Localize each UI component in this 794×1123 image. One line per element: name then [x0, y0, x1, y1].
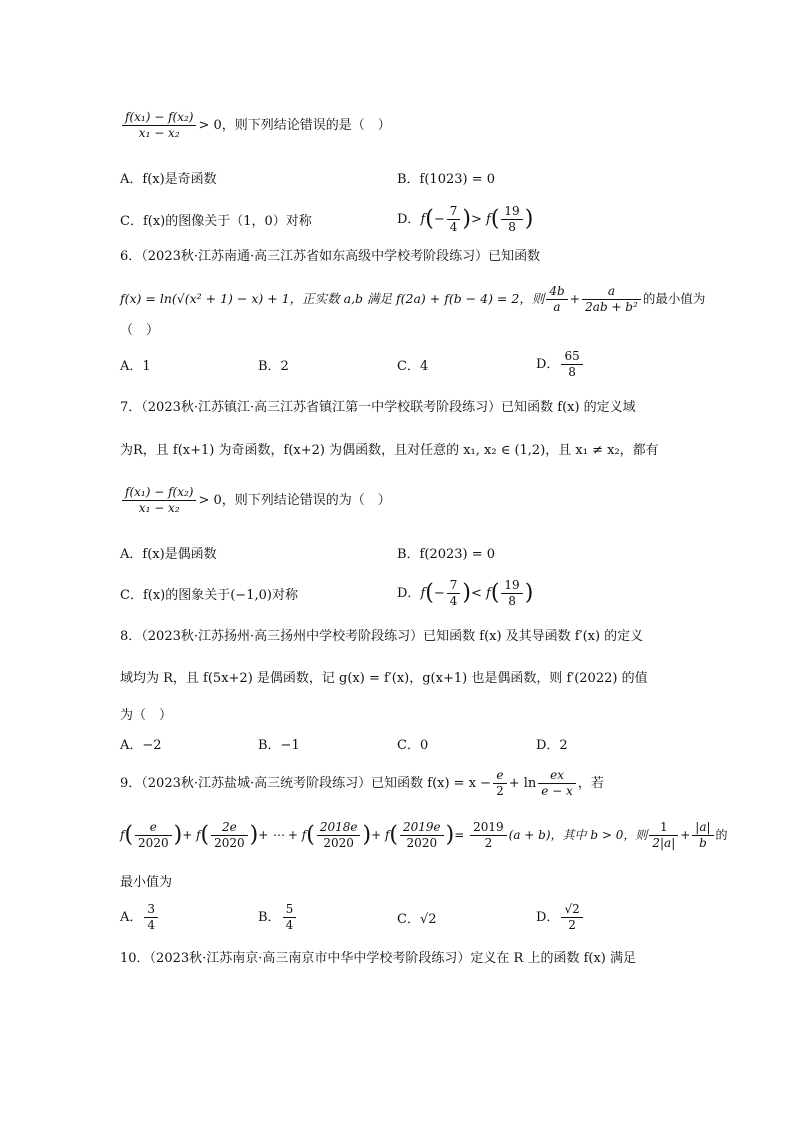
q6-stem-2: f(x) = ln(√(x² + 1) − x) + 1，正实数 a,b 满足 f(2a) + f(b − 4) = 2，则 $\frac{4b}{a}$ + $\frac{a}{\text{2ab + b²}}$ 的最小值为 — [120, 284, 706, 314]
q8-stem-3: 为（ ） — [120, 708, 173, 723]
q5-option-a: A．f(x)是奇函数 — [120, 172, 217, 187]
q10-stem-1: 10．（2023秋·江苏南京·高三南京市中华中学校考阶段练习）定义在 R 上的函数 f(x) 满足 — [120, 951, 636, 966]
q8-option-d: D．2 — [536, 738, 568, 753]
q9-option-d: D． $\frac{√2}{2}$ — [536, 902, 585, 933]
q9-option-a: A． $\frac{3}{4}$ — [120, 902, 160, 933]
q9-stem-3: 最小值为 — [120, 875, 173, 890]
q7-option-a: A．f(x)是偶函数 — [120, 547, 217, 562]
q6-stem-1: 6．（2023秋·江苏南通·高三江苏省如东高级中学校考阶段练习）已知函数 — [120, 249, 541, 264]
q5-option-c: C．f(x)的图像关于（1，0）对称 — [120, 214, 312, 229]
q8-stem-1: 8．（2023秋·江苏扬州·高三扬州中学校考阶段练习）已知函数 f(x) 及其导函数 f′(x) 的定义 — [120, 629, 644, 644]
q9-stem-2: f( $\frac{e}{2020}$ )+ f( $\frac{2e}{2020}$ )+ ⋯ + f( $\frac{2018e}{2020}$ )+ f( $\frac{2019e}{2020}$ )= $\frac{2019}{2}$ (a + b)，其中 b > 0，则 $\frac{1}{2|a|}$ + $\frac{|a|}{b}$ 的 — [120, 820, 728, 850]
q8-option-a: A．−2 — [120, 738, 162, 753]
q7-option-b: B．f(2023) = 0 — [397, 547, 496, 562]
q7-stem-2: 为R，且 f(x+1) 为奇函数，f(x+2) 为偶函数，且对任意的 x₁, x₂ ∈ (1,2)，且 x₁ ≠ x₂，都有 — [120, 443, 659, 458]
q6-option-c: C．4 — [397, 359, 429, 374]
q8-option-c: C．0 — [397, 738, 429, 753]
q6-stem-3: （ ） — [120, 323, 160, 338]
q6-option-b: B．2 — [258, 359, 289, 374]
q9-option-b: B． $\frac{5}{4}$ — [258, 902, 298, 933]
q8-stem-2: 域均为 R，且 f(5x+2) 是偶函数，记 g(x) = f′(x)，g(x+1) 也是偶函数，则 f′(2022) 的值 — [120, 671, 648, 686]
q7-condition: $\frac{\text{f(x₁) − f(x₂)}}{\text{x₁ − x₂}}$ > 0，则下列结论错误的为（ ） — [120, 485, 391, 516]
q7-option-d: D．f(− $\frac{7}{4}$ )< f( $\frac{19}{8}$ ) — [397, 578, 534, 608]
q5-option-d: D．f(− $\frac{7}{4}$ )> f( $\frac{19}{8}$ ) — [397, 204, 534, 234]
q5-condition: $\frac{\text{f(x₁) − f(x₂)}}{\text{x₁ − x₂}}$ > 0，则下列结论错误的是（ ） — [120, 110, 391, 141]
q9-stem-1: 9．（2023秋·江苏盐城·高三统考阶段练习）已知函数 f(x) = x − $\frac{e}{2}$ + ln $\frac{ex}{e - x}$ ，若 — [120, 768, 604, 798]
q5-fraction: $\frac{\text{f(x₁) − f(x₂)}}{\text{x₁ − x₂}}$ — [122, 110, 196, 141]
q5-option-b: B．f(1023) = 0 — [397, 172, 496, 187]
q9-option-c: C．√2 — [397, 912, 437, 927]
q6-option-a: A．1 — [120, 359, 151, 374]
q7-option-c: C．f(x)的图象关于(−1,0)对称 — [120, 588, 298, 603]
q7-stem-1: 7．（2023秋·江苏镇江·高三江苏省镇江第一中学校联考阶段练习）已知函数 f(x) 的定义域 — [120, 400, 636, 415]
q6-option-d: D． $\frac{65}{8}$ — [536, 349, 585, 380]
q8-option-b: B．−1 — [258, 738, 300, 753]
